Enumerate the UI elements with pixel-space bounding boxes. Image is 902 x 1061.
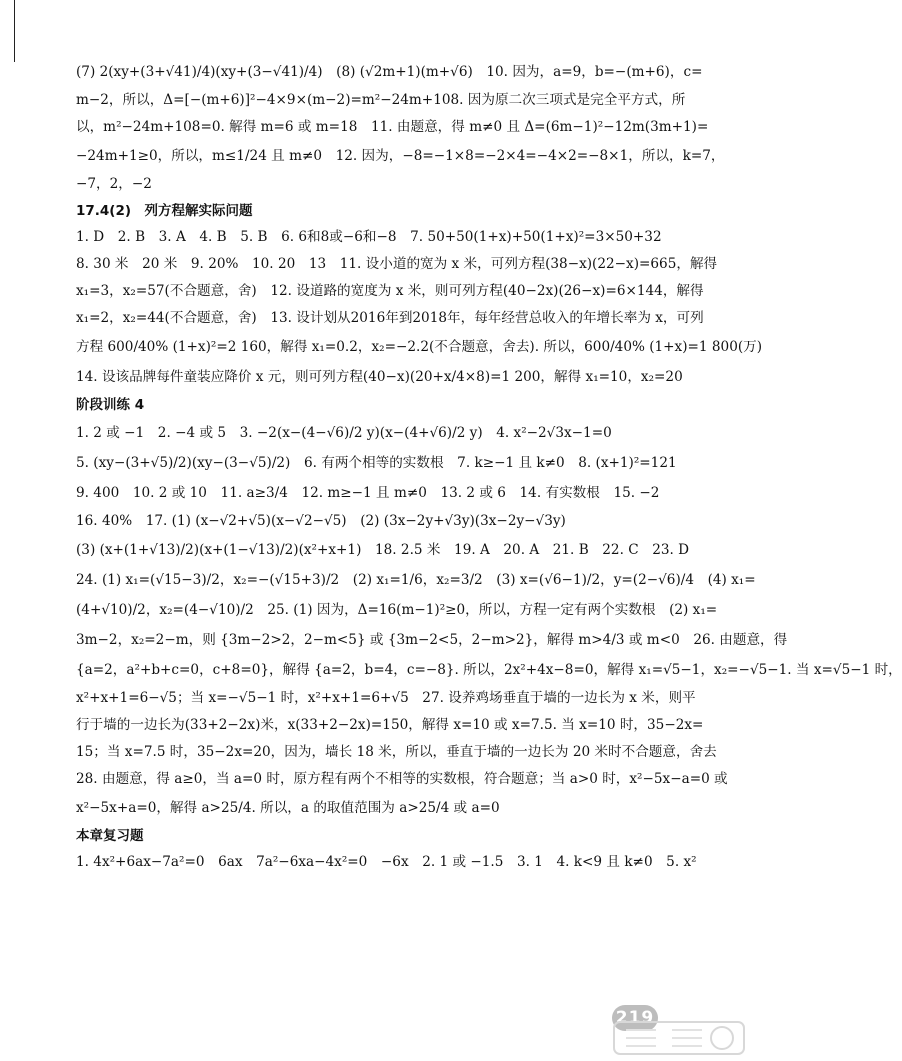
text-line: 1. 4x²+6ax−7a²=0 6ax 7a²−6xa−4x²=0 −6x 2. 1 或 −1.5 3. 1 4. k<9 且 k≠0 5. x²	[76, 854, 697, 870]
text-line: −24m+1≥0，所以，m≤1/24 且 m≠0 12. 因为，−8=−1×8=−2×4=−4×2=−8×1，所以，k=7，	[76, 148, 725, 164]
text-line: x²−5x+a=0，解得 a>25/4. 所以，a 的取值范围为 a>25/4 或 a=0	[76, 800, 500, 816]
text-line: 28. 由题意，得 a≥0，当 a=0 时，原方程有两个不相等的实数根，符合题意；当 a>0 时，x²−5x−a=0 或	[76, 771, 728, 787]
text-line: x₁=2，x₂=44(不合题意，舍) 13. 设计划从2016年到2018年，每年经营总收入的年增长率为 x，可列	[76, 310, 704, 326]
binding-line	[14, 0, 15, 62]
text-line: 16. 40% 17. (1) (x−√2+√5)(x−√2−√5) (2) (3x−2y+√3y)(3x−2y−√3y)	[76, 513, 566, 529]
section-heading: 17.4(2) 列方程解实际问题	[76, 203, 253, 219]
text-line: (7) 2(xy+(3+√41)/4)(xy+(3−√41)/4) (8) (√2m+1)(m+√6) 10. 因为，a=9，b=−(m+6)，c=	[76, 64, 703, 80]
answer-page	[76, 62, 902, 881]
text-line: 8. 30 米 20 米 9. 20% 10. 20 13 11. 设小道的宽为 x 米，可列方程(38−x)(22−x)=665，解得	[76, 256, 718, 272]
text-line: 3m−2，x₂=2−m，则 {3m−2>2，2−m<5} 或 {3m−2<5，2−m>2}，解得 m>4/3 或 m<0 26. 由题意，得	[76, 632, 788, 648]
watermark-logo-icon	[612, 1018, 746, 1058]
text-line: 24. (1) x₁=(√15−3)/2，x₂=−(√15+3)/2 (2) x₁=1/6，x₂=3/2 (3) x=(√6−1)/2，y=(2−√6)/4 (4) x₁=	[76, 572, 756, 588]
text-line: 9. 400 10. 2 或 10 11. a≥3/4 12. m≥−1 且 m≠0 13. 2 或 6 14. 有实数根 15. −2	[76, 485, 660, 501]
text-line: 1. 2 或 −1 2. −4 或 5 3. −2(x−(4−√6)/2 y)(x−(4+√6)/2 y) 4. x²−2√3x−1=0	[76, 425, 612, 441]
text-line: x²+x+1=6−√5；当 x=−√5−1 时，x²+x+1=6+√5 27. 设养鸡场垂直于墙的一边长为 x 米，则平	[76, 690, 696, 706]
text-line: m−2，所以，Δ=[−(m+6)]²−4×9×(m−2)=m²−24m+108. 因为原二次三项式是完全平方式，所	[76, 92, 686, 108]
text-line: (3) (x+(1+√13)/2)(x+(1−√13)/2)(x²+x+1) 18. 2.5 米 19. A 20. A 21. B 22. C 23. D	[76, 542, 690, 558]
text-line: x₁=3，x₂=57(不合题意，舍) 12. 设道路的宽度为 x 米，则可列方程(40−2x)(26−x)=6×144，解得	[76, 283, 704, 299]
text-line: 行于墙的一边长为(33+2−2x)米，x(33+2−2x)=150，解得 x=10 或 x=7.5. 当 x=10 时，35−2x=	[76, 717, 704, 733]
section-heading: 阶段训练 4	[76, 397, 145, 413]
text-line: (4+√10)/2，x₂=(4−√10)/2 25. (1) 因为，Δ=16(m−1)²≥0，所以，方程一定有两个实数根 (2) x₁=	[76, 602, 718, 618]
text-line: 以，m²−24m+108=0. 解得 m=6 或 m=18 11. 由题意，得 m≠0 且 Δ=(6m−1)²−12m(3m+1)=	[76, 119, 709, 135]
text-line: 方程 600/40% (1+x)²=2 160，解得 x₁=0.2，x₂=−2.2(不合题意，舍去). 所以，600/40% (1+x)=1 800(万)	[76, 339, 763, 355]
text-line: 14. 设该品牌每件童装应降价 x 元，则可列方程(40−x)(20+x/4×8)=1 200，解得 x₁=10，x₂=20	[76, 369, 683, 385]
page-number: 219	[612, 1005, 658, 1031]
section-heading: 本章复习题	[76, 828, 144, 844]
text-line: 15；当 x=7.5 时，35−2x=20，因为，墙长 18 米，所以，垂直于墙的一边长为 20 米时不合题意，舍去	[76, 744, 717, 760]
text-line: 1. D 2. B 3. A 4. B 5. B 6. 6和8或−6和−8 7. 50+50(1+x)+50(1+x)²=3×50+32	[76, 229, 662, 245]
text-line: 5. (xy−(3+√5)/2)(xy−(3−√5)/2) 6. 有两个相等的实数根 7. k≥−1 且 k≠0 8. (x+1)²=121	[76, 455, 677, 471]
text-line: {a=2，a²+b+c=0，c+8=0}，解得 {a=2，b=4，c=−8}. 所以，2x²+4x−8=0，解得 x₁=√5−1，x₂=−√5−1. 当 x=√5−1 时，	[76, 662, 902, 678]
text-line: −7，2，−2	[76, 176, 152, 192]
